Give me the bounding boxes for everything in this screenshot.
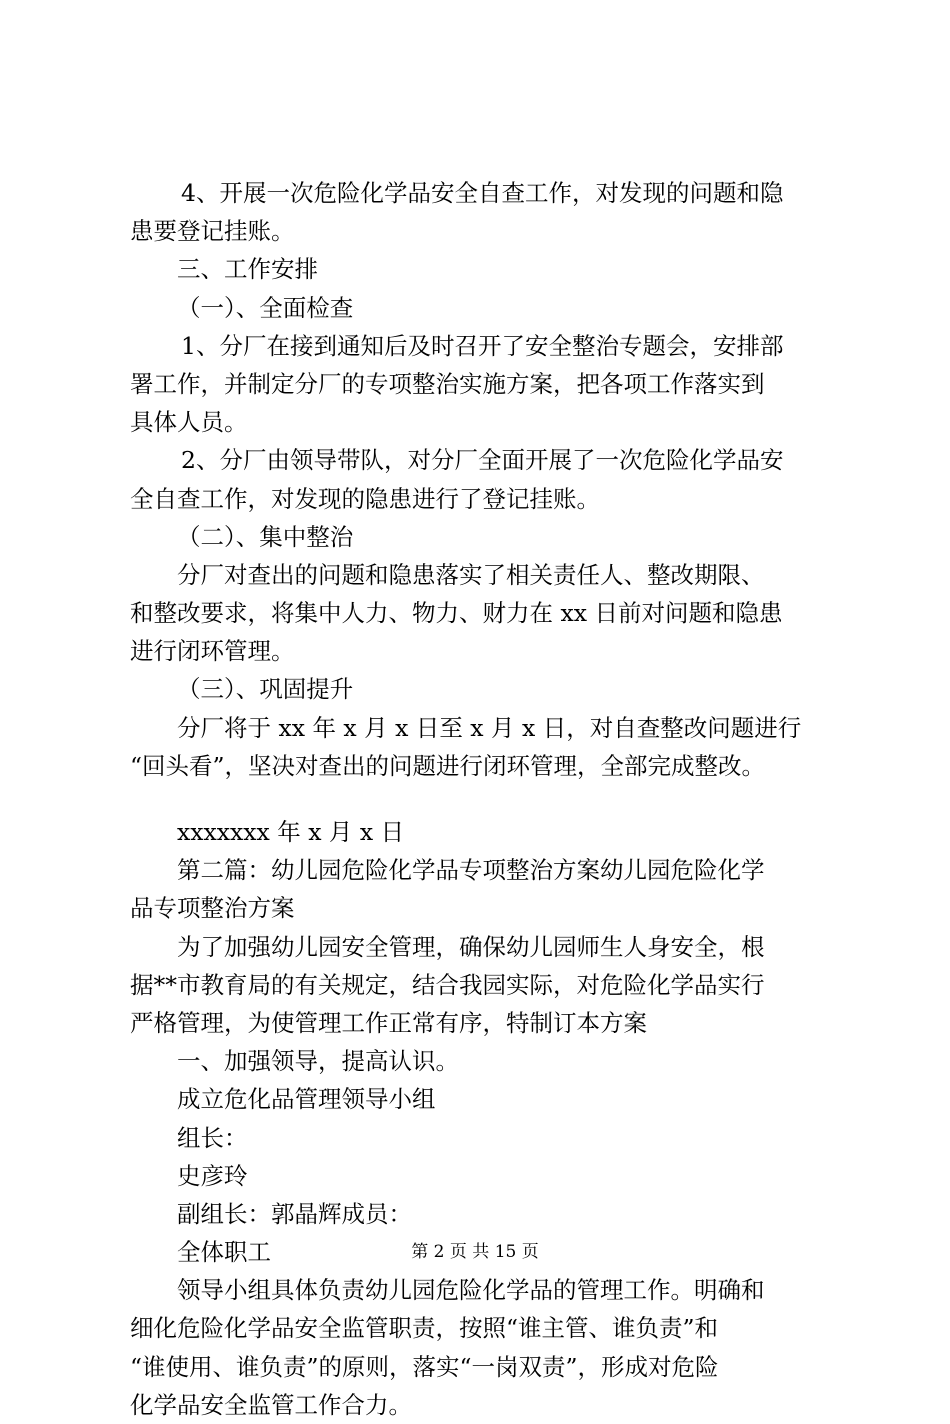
paragraph-line: 全自查工作，对发现的隐患进行了登记挂账。 — [130, 484, 600, 513]
paragraph-line: “回头看”，坚决对查出的问题进行闭环管理，全部完成整改。 — [130, 751, 766, 780]
paragraph-line: 据**市教育局的有关规定，结合我园实际，对危险化学品实行 — [130, 970, 765, 999]
document-body — [130, 174, 830, 1424]
paragraph-line: 品专项整治方案 — [130, 894, 295, 923]
section-heading: 一、加强领导，提高认识。 — [177, 1047, 459, 1076]
paragraph-line: 2、分厂由领导带队，对分厂全面开展了一次危险化学品安 — [181, 446, 784, 475]
paragraph-line: 署工作，并制定分厂的专项整治实施方案，把各项工作落实到 — [130, 369, 765, 398]
paragraph-line: 史彦玲 — [177, 1161, 248, 1190]
paragraph-line: 严格管理，为使管理工作正常有序，特制订本方案 — [130, 1008, 647, 1037]
paragraph-line: 分厂将于 xx 年 x 月 x 日至 x 月 x 日，对自查整改问题进行 — [177, 713, 802, 742]
subsection-heading: （三）、巩固提升 — [177, 675, 354, 704]
paragraph-line: 化学品安全监管工作合力。 — [130, 1390, 412, 1419]
paragraph-line: 为了加强幼儿园安全管理，确保幼儿园师生人身安全，根 — [177, 932, 765, 961]
section-heading: 第二篇：幼儿园危险化学品专项整治方案幼儿园危险化学 — [177, 856, 765, 885]
paragraph-line: 细化危险化学品安全监管职责，按照“谁主管、谁负责”和 — [130, 1314, 719, 1343]
section-heading: 三、工作安排 — [177, 255, 318, 284]
paragraph-line: 全体职工 — [177, 1238, 271, 1267]
subsection-heading: （一）、全面检查 — [177, 293, 354, 322]
paragraph-line: 组长： — [177, 1123, 248, 1152]
date-line: xxxxxxx 年 x 月 x 日 — [177, 818, 405, 846]
paragraph-line: 分厂对查出的问题和隐患落实了相关责任人、整改期限、 — [177, 560, 765, 589]
page-number: 第 2 页 共 15 页 — [411, 1242, 539, 1262]
paragraph-line: 具体人员。 — [130, 408, 248, 437]
subsection-heading: （二）、集中整治 — [177, 522, 354, 551]
paragraph-line: 和整改要求，将集中人力、物力、财力在 xx 日前对问题和隐患 — [130, 599, 783, 628]
paragraph-line: 成立危化品管理领导小组 — [177, 1085, 436, 1114]
paragraph-line: “谁使用、谁负责”的原则，落实“一岗双责”，形成对危险 — [130, 1352, 719, 1381]
paragraph-line: 1、分厂在接到通知后及时召开了安全整治专题会，安排部 — [181, 331, 784, 360]
blank-gap — [130, 785, 830, 813]
paragraph-line: 领导小组具体负责幼儿园危险化学品的管理工作。明确和 — [177, 1276, 765, 1305]
paragraph-line: 4、开展一次危险化学品安全自查工作，对发现的问题和隐 — [181, 179, 784, 207]
paragraph-line: 副组长：郭晶辉成员： — [177, 1199, 412, 1228]
paragraph-line: 进行闭环管理。 — [130, 637, 295, 666]
paragraph-line: 患要登记挂账。 — [130, 217, 295, 246]
page-footer — [0, 1240, 950, 1264]
